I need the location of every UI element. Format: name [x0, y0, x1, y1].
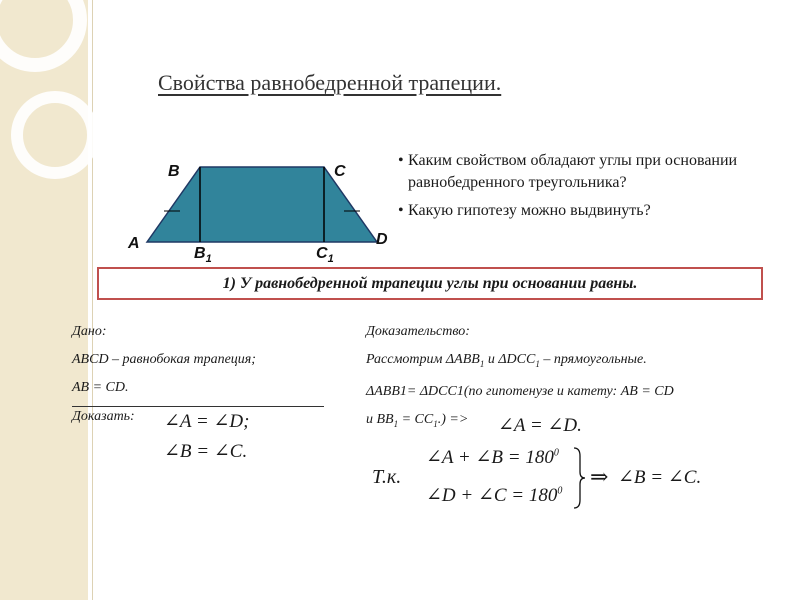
proof-label: Доказательство:: [366, 324, 470, 339]
right-brace-icon: [572, 446, 586, 510]
vertex-label-a: A: [128, 235, 140, 252]
equation-2: ∠D + ∠C = $180^0$: [426, 485, 563, 506]
prove-statement-2: ∠B = ∠C.: [164, 441, 248, 462]
given-label: Дано:: [72, 324, 107, 339]
vertex-label-b: B: [168, 163, 180, 180]
given-line-1: ABCD – равнобокая трапеция;: [72, 352, 256, 367]
proof-result: ∠A = ∠D.: [498, 415, 582, 436]
decorative-circles: [0, 0, 100, 200]
proof-line-2: ΔABB1= ΔDCC1(по гипотенузе и катету: AB = CD: [366, 383, 674, 399]
vertex-label-c: C: [334, 163, 346, 180]
proof-line-3: и $BB_1 = CC_1$.) =>: [366, 411, 469, 429]
question-list: [398, 150, 758, 222]
prove-label: Доказать:: [72, 409, 135, 424]
prove-statement-1: ∠A = ∠D;: [164, 411, 250, 432]
vertex-label-d: D: [376, 231, 388, 248]
question-item: • Какую гипотезу можно выдвинуть?: [398, 200, 758, 222]
trapezoid-figure: [120, 155, 400, 275]
question-item: • Каким свойством обладают углы при основании равнобедренного треугольника?: [398, 150, 758, 194]
slide-title: Свойства равнобедренной трапеции.: [158, 70, 502, 95]
given-line-2: AB = CD.: [72, 380, 129, 395]
vertex-label-b1: $B_1$: [194, 245, 212, 266]
equation-1: ∠A + ∠B = $180^0$: [426, 447, 559, 468]
proof-line-1: Рассмотрим $\Delta ABB_1$ и $\Delta DCC_1$ – прямоугольные.: [366, 352, 647, 369]
proof-since-label: Т.к.: [372, 466, 402, 488]
trapezoid-drawing: [120, 155, 400, 275]
implies-arrow-icon: ⇒: [590, 464, 609, 489]
hypothesis-box: 1) У равнобедренной трапеции углы при основании равны.: [97, 267, 763, 300]
proof-conclusion: ∠B = ∠C.: [618, 467, 702, 488]
vertex-label-c1: $C_1$: [316, 245, 334, 266]
